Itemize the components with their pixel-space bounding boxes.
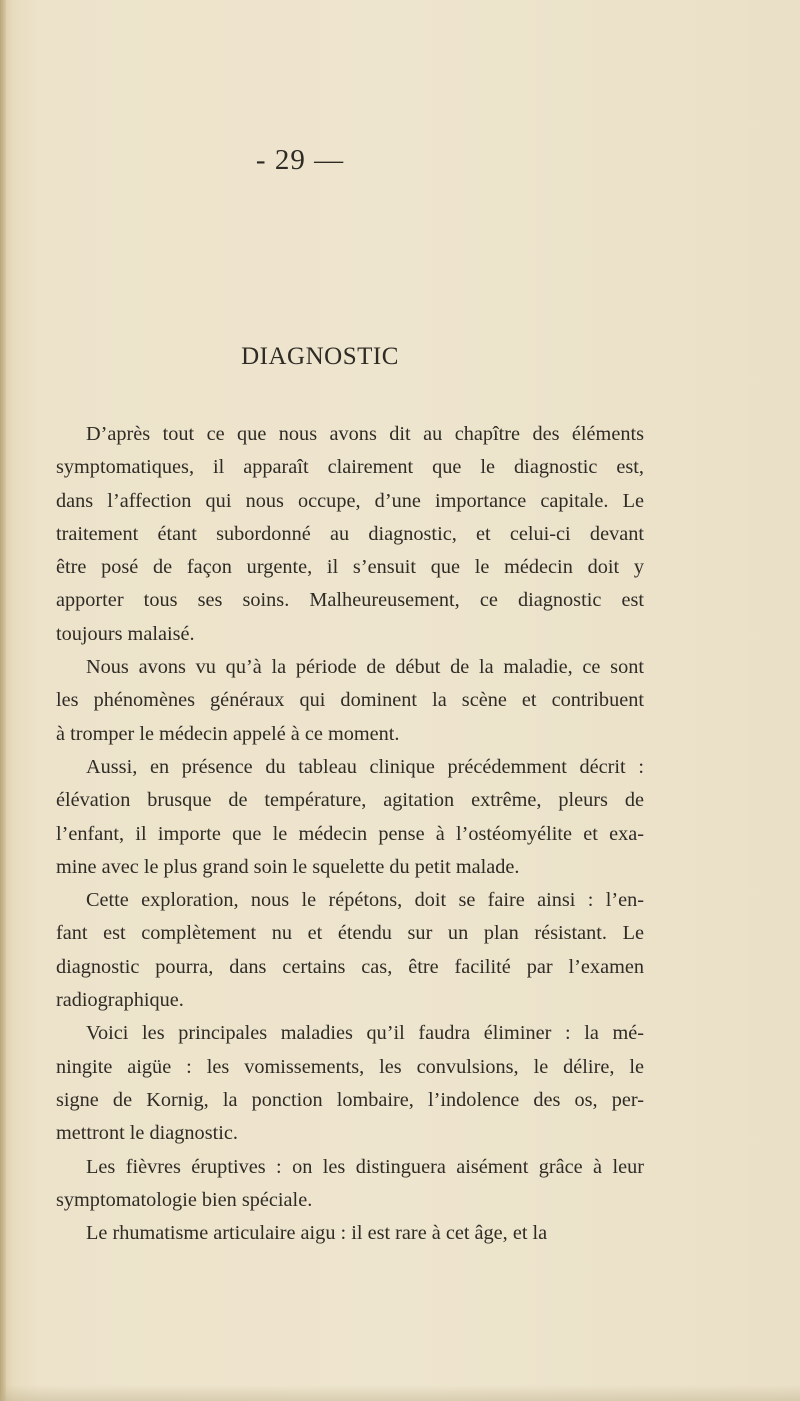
text-line: Nous avons vu qu’à la période de début de la maladie, ce sont — [86, 656, 644, 679]
text-line: apporter tous ses soins. Malheureusement, ce diagnostic est — [56, 589, 644, 612]
section-heading: DIAGNOSTIC — [241, 343, 399, 370]
text-line: mine avec le plus grand soin le squelette du petit malade. — [56, 855, 520, 878]
text-line: diagnostic pourra, dans certains cas, être facilité par l’examen — [56, 955, 644, 978]
text-line: mettront le diagnostic. — [56, 1122, 238, 1145]
text-line: Aussi, en présence du tableau clinique précédemment décrit : — [86, 755, 644, 778]
text-line: Cette exploration, nous le répétons, doit se faire ainsi : l’en- — [86, 889, 644, 912]
text-line: toujours malaisé. — [56, 622, 195, 645]
text-line: Voici les principales maladies qu’il faudra éliminer : la mé- — [86, 1022, 644, 1045]
text-line: Les fièvres éruptives : on les distinguera aisément grâce à leur — [86, 1155, 644, 1178]
text-line: l’enfant, il importe que le médecin pense à l’ostéomyélite et exa- — [56, 822, 644, 845]
text-line: signe de Kornig, la ponction lombaire, l’indolence des os, per- — [56, 1088, 644, 1111]
text-line: symptomatologie bien spéciale. — [56, 1188, 313, 1211]
body-text — [56, 418, 644, 1250]
text-line: fant est complètement nu et étendu sur un plan résistant. Le — [56, 922, 644, 945]
text-line: à tromper le médecin appelé à ce moment. — [56, 722, 400, 745]
page-number: - 29 — — [255, 144, 345, 176]
page-binding-edge — [0, 0, 6, 1401]
text-line: radiographique. — [56, 989, 184, 1012]
page-bottom-shadow — [0, 1385, 800, 1401]
text-line: symptomatiques, il apparaît clairement que le diagnostic est, — [56, 456, 644, 479]
text-line: élévation brusque de température, agitation extrême, pleurs de — [56, 789, 644, 812]
text-line: être posé de façon urgente, il s’ensuit que le médecin doit y — [56, 556, 644, 579]
text-line: Le rhumatisme articulaire aigu : il est rare à cet âge, et la — [86, 1222, 548, 1245]
text-line: ningite aigüe : les vomissements, les convulsions, le délire, le — [56, 1055, 644, 1078]
text-line: traitement étant subordonné au diagnostic, et celui-ci devant — [56, 522, 644, 545]
text-line: D’après tout ce que nous avons dit au chapître des éléments — [86, 423, 644, 445]
text-line: dans l’affection qui nous occupe, d’une importance capitale. Le — [56, 489, 644, 512]
text-line: les phénomènes généraux qui dominent la scène et contribuent — [56, 689, 644, 712]
